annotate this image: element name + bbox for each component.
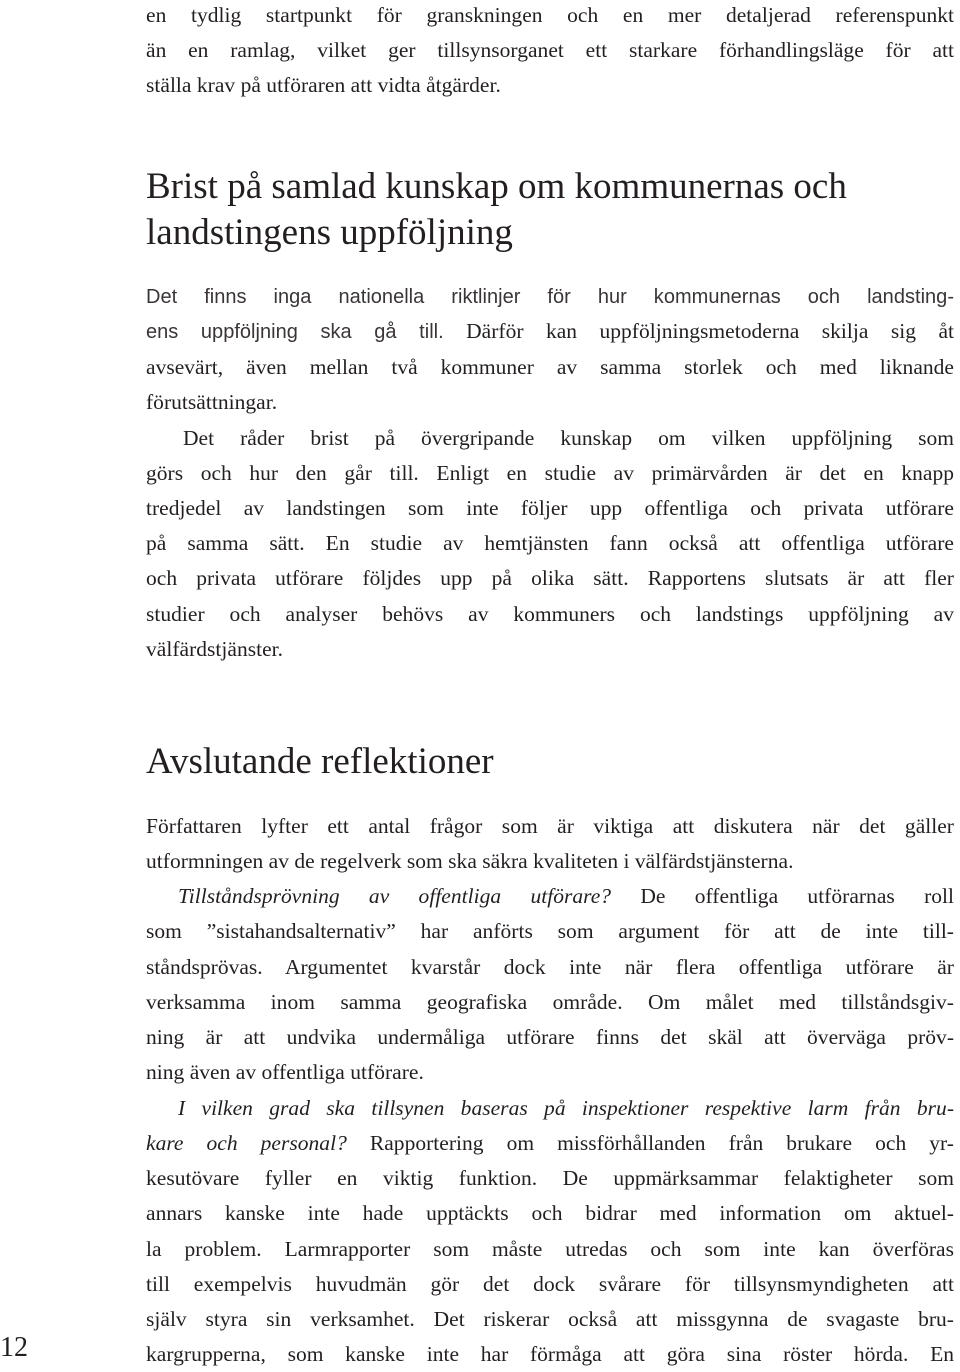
body-text-line: välfärdstjänster. [146, 637, 284, 661]
body-text-line: Författaren lyfter ett antal frågor som är viktiga att diskutera när det gäller [146, 814, 954, 838]
body-text-line: kesutövare fyller en viktig funktion. De uppmärksammar felaktigheter som [146, 1166, 954, 1190]
section-heading: Avslutande reflektioner [146, 741, 494, 782]
body-text-line: utformningen av de regelverk som ska säkra kvaliteten i välfärdstjänsterna. [146, 849, 794, 873]
question-text: I vilken grad ska tillsynen baseras på inspektioner respektive larm från bru- [178, 1096, 954, 1120]
question-text: kare och personal? [146, 1131, 347, 1155]
body-text-line: studier och analyser behövs av kommuners och landstings uppföljning av [146, 602, 954, 626]
body-text-line: ställa krav på utföraren att vidta åtgärder. [146, 73, 501, 97]
body-text-line: ning är att undvika undermåliga utförare finns det skäl att överväga pröv- [146, 1025, 954, 1049]
body-text-line: kargrupperna, som kanske inte har förmåga att göra sina röster hörda. En [146, 1342, 954, 1366]
section-heading: landstingens uppföljning [146, 212, 513, 253]
body-text-line: själv styra sin verksamhet. Det riskerar också att missgynna de svagaste bru- [146, 1307, 954, 1331]
body-text-line: Det råder brist på övergripande kunskap om vilken uppföljning som [183, 426, 954, 450]
body-text-line: än en ramlag, vilket ger tillsynsorganet ett starkare förhandlingsläge för att [146, 38, 954, 62]
body-text-line: verksamma inom samma geografiska område. Om målet med tillståndsgiv- [146, 990, 954, 1014]
body-text-line: ning även av offentliga utförare. [146, 1060, 424, 1084]
body-text-line: avsevärt, även mellan två kommuner av samma storlek och med liknande [146, 355, 954, 379]
body-text-line: Det finns inga nationella riktlinjer för hur kommunernas och landsting- [146, 286, 954, 308]
body-text-line: ståndsprövas. Argumentet kvarstår dock inte när flera offentliga utförare är [146, 955, 954, 979]
body-text-line: förutsättningar. [146, 390, 278, 414]
body-text-line: på samma sätt. En studie av hemtjänsten fann också att offentliga utförare [146, 531, 954, 555]
body-text-line: som ”sistahandsalternativ” har anförts som argument för att de inte till- [146, 919, 954, 943]
body-text-line: la problem. Larmrapporter som måste utredas och som inte kan överföras [146, 1237, 954, 1261]
body-text-line: kare och personal? Rapportering om missförhållanden från brukare och yr- [146, 1131, 954, 1155]
body-text-line: tredjedel av landstingen som inte följer upp offentliga och privata utförare [146, 496, 954, 520]
question-text: Tillståndsprövning av offentliga utförare? [178, 884, 612, 908]
body-text-line: görs och hur den går till. Enligt en studie av primärvården är det en knapp [146, 461, 954, 485]
body-text-line: Tillståndsprövning av offentliga utförare? De offentliga utförarnas roll [178, 884, 955, 908]
body-text-line: och privata utförare följdes upp på olika sätt. Rapportens slutsats är att fler [146, 566, 954, 590]
page-number: 12 [0, 1332, 28, 1363]
body-text-line [178, 1090, 954, 1126]
body-text-line: ens uppföljning ska gå till. Därför kan uppföljningsmetoderna skilja sig åt [146, 319, 955, 343]
body-text-line: en tydlig startpunkt för granskningen och en mer detaljerad referenspunkt [146, 3, 954, 27]
body-text-line: annars kanske inte hade upptäckts och bidrar med information om aktuel- [146, 1201, 954, 1225]
section-heading: Brist på samlad kunskap om kommunernas och [146, 166, 847, 207]
body-text-line: till exempelvis huvudmän gör det dock svårare för tillsynsmyndigheten att [146, 1272, 954, 1296]
